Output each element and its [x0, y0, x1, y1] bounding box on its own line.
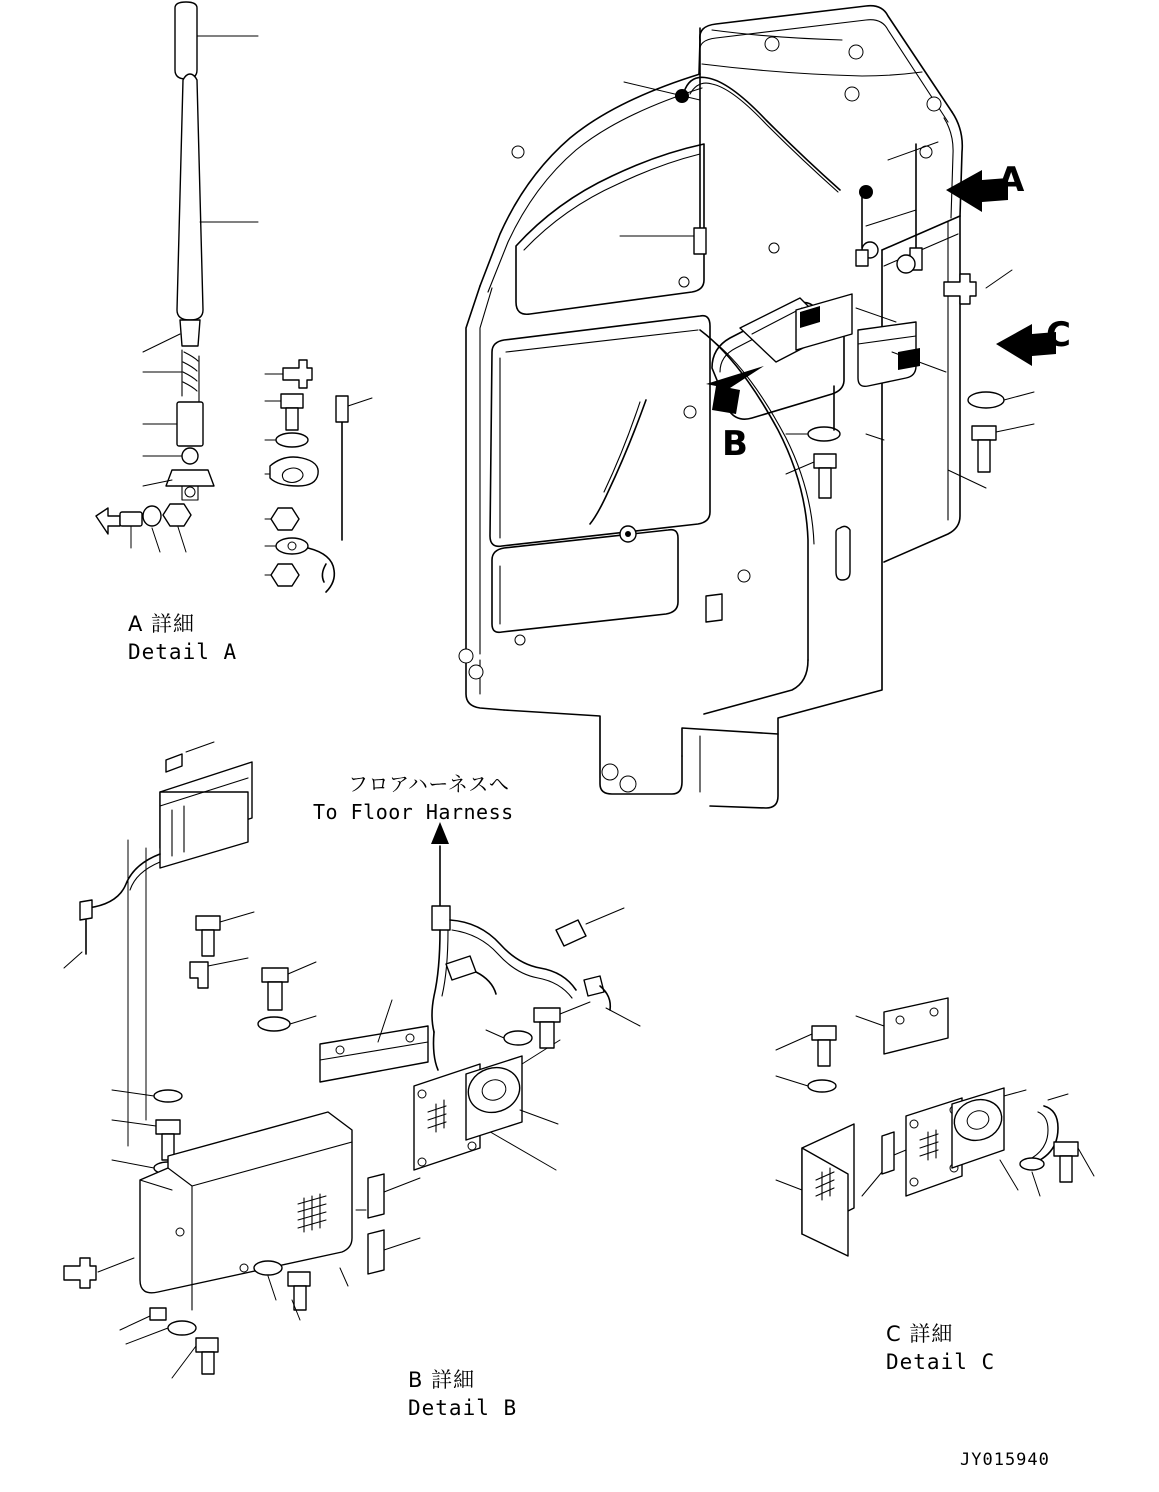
callout-letter-a: A	[998, 160, 1025, 200]
floor-harness-note-en: To Floor Harness	[313, 800, 514, 824]
detail-a-antenna-group	[96, 2, 372, 592]
detail-a-caption-jp: A 詳細	[128, 612, 196, 636]
detail-c-caption-en: Detail C	[886, 1350, 996, 1374]
floor-harness-note-jp: フロアハーネスへ	[348, 772, 510, 796]
operator-cab-group	[459, 6, 1056, 808]
detail-b-caption-jp: B 詳細	[408, 1368, 476, 1392]
callout-letter-c: C	[1046, 315, 1071, 355]
callout-letter-b: B	[722, 424, 748, 464]
detail-b-group	[64, 742, 640, 1378]
detail-c-caption-jp: C 詳細	[886, 1322, 954, 1346]
detail-a-caption-en: Detail A	[128, 640, 238, 664]
detail-c-group	[776, 998, 1094, 1256]
detail-b-caption-en: Detail B	[408, 1396, 518, 1420]
drawing-number: JY015940	[960, 1450, 1050, 1470]
